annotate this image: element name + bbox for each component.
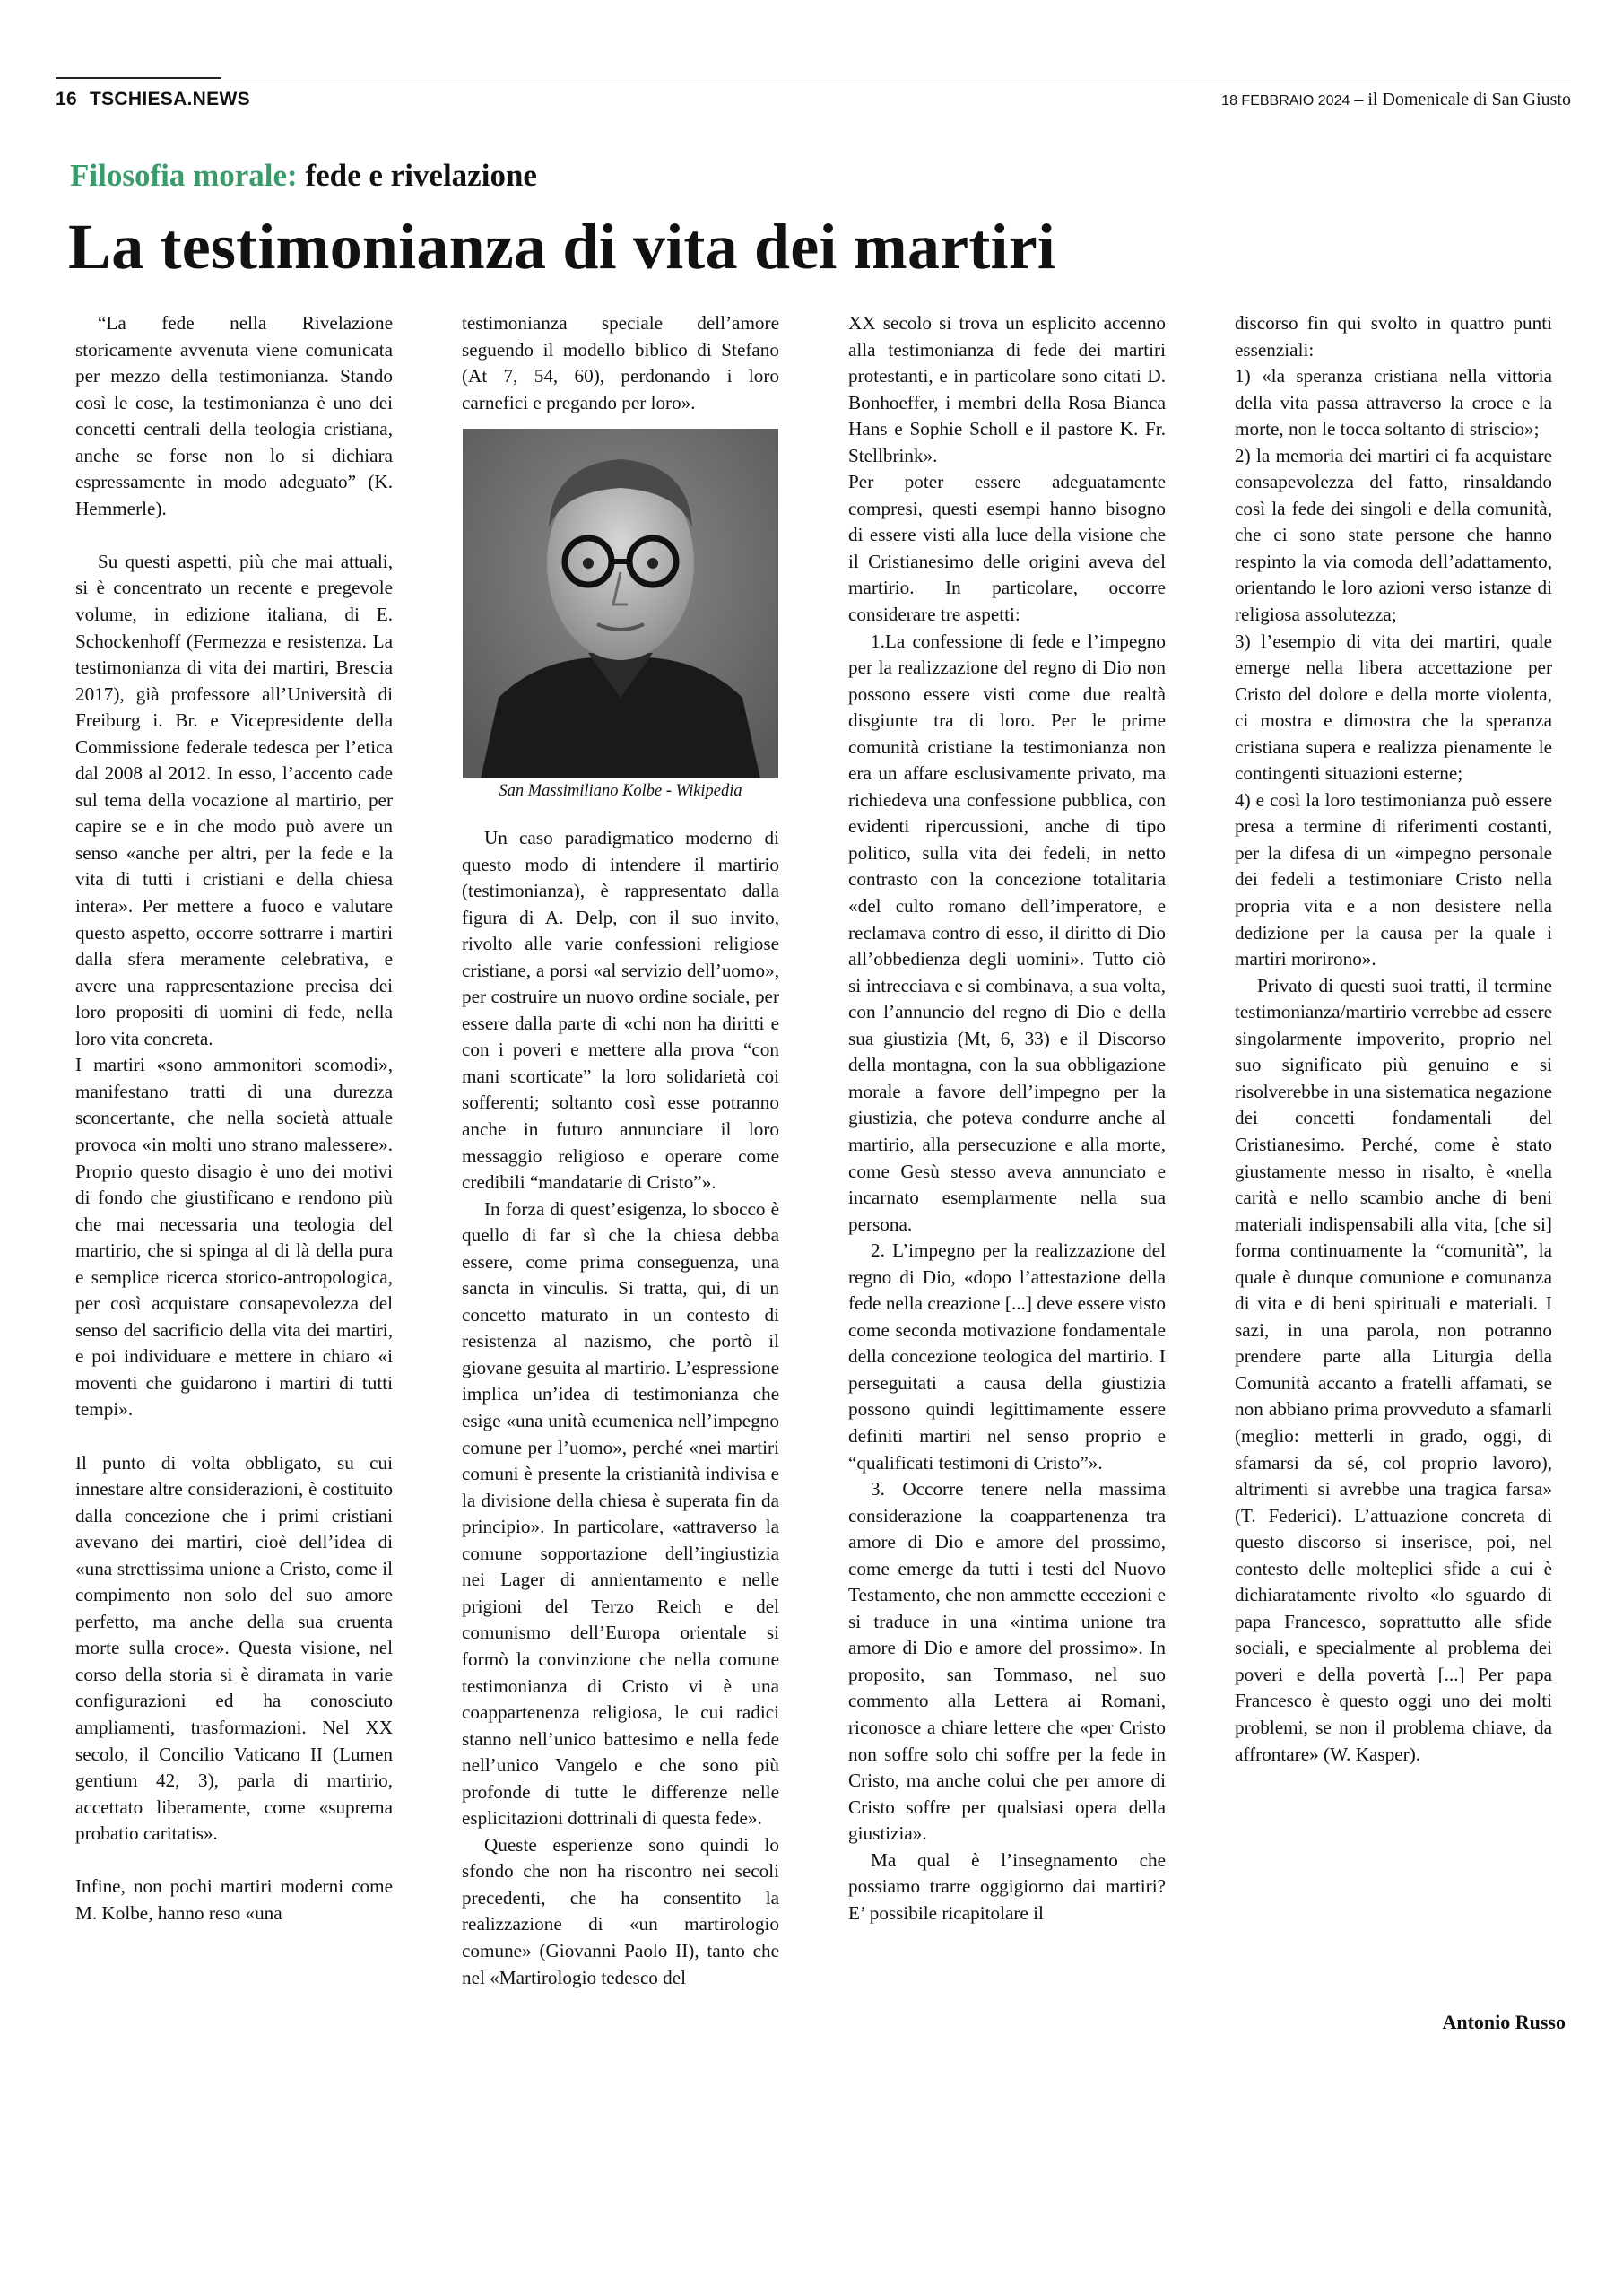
header-left	[56, 89, 250, 110]
paragraph: Un caso paradigmatico moderno di questo modo di intendere il martirio (testimonianza), è rappresentato dalla figura di A. Delp, con il suo invito, rivolto alle varie confessioni religiose cristiane, a porsi «al servizio dell’uomo», per costruire un nuovo ordine sociale, per essere dalla parte di «chi non ha diritti e con i poveri e mettere alla prova “con mani scorticate” la loro solidarietà coi sofferenti; soltanto così esse potranno anche in futuro annunciare il loro messaggio religioso e operare come credibili “mandatarie di Cristo”».	[462, 827, 779, 1194]
paragraph: 1.La confessione di fede e l’impegno per la realizzazione del regno di Dio non possono essere visti come due realtà disgiunte tra di loro. Per le prime comunità cristiane la testimonianza non era un affare esclusivamente privato, ma richiedeva una confessione pubblica, con evidenti ripercussioni, anche di tipo politico, sulla vita dei fedeli, in netto contrasto con la concezione totalitaria «del culto romano dell’imperatore, e reclamava contro di esso, il diritto di Dio all’obbedienza degli uomini». Tutto ciò si intrecciava e si combinava, a sua volta, con l’annuncio del regno di Dio e della sua giustizia (Mt, 6, 33) e il Discorso della montagna, con la sua obbligazione morale a favore dell’impegno per la giustizia, che poteva condurre anche al martirio, alla persecuzione e alla morte, come Gesù stesso aveva annunciato e incarnato esemplarmente nella sua persona.	[848, 630, 1166, 1235]
paragraph: “La fede nella Rivelazione storicamente avvenuta viene comunicata per mezzo della testimonianza. Stando così le cose, la testimonianza è uno dei concetti centrali della teologia cristiana, anche se forse non lo si dichiara espressamente in modo adeguato” (K. Hemmerle).	[75, 312, 393, 519]
paragraph: 3. Occorre tenere nella massima considerazione la coappartenenza tra amore di Dio e amore del prossimo, come emerge da tutti i testi del Nuovo Testamento, che non ammette eccezioni e si traduce in una «intima unione tra amore di Dio e amore del prossimo». In proposito, san Tommaso, nel suo commento alla Lettera ai Romani, riconosce a chiare lettere che «per Cristo non soffre solo chi soffre per la fede in Cristo, ma anche colui che per amore di Cristo soffre per qualsiasi opera della giustizia».	[848, 1478, 1166, 1845]
paragraph: 1) «la speranza cristiana nella vittoria della vita passa attraverso la croce e la morte, non le tocca soltanto di striscio»;	[1235, 365, 1552, 440]
kicker-topic: fede e rivelazione	[305, 158, 537, 193]
paragraph: Il punto di volta obbligato, su cui innestare altre considerazioni, è costituito dalla concezione che i primi cristiani avevano dei martiri, cioè dell’idea di «una strettissima unione a Cristo, come il compimento non solo del suo amore perfetto, ma anche della sua cruenta morte sulla croce». Questa visione, nel corso della storia si è diramata in varie configurazioni ed ha conosciuto ampliamenti, trasformazioni. Nel XX secolo, il Concilio Vaticano II (Lumen gentium 42, 3), parla di martirio, accettato liberamente, come «suprema probatio caritatis».	[75, 1451, 393, 1845]
paragraph: Queste esperienze sono quindi lo sfondo che non ha riscontro nei secoli precedenti, che ha consentito la realizzazione di «un martirologio comune» (Giovanni Paolo II), tanto che nel «Martirologio tedesco del	[462, 1833, 779, 1988]
article-column-3	[848, 310, 1166, 1926]
portrait-illustration	[463, 429, 778, 778]
header-right	[1221, 90, 1571, 110]
paragraph: Privato di questi suoi tratti, il termine testimonianza/martirio verrebbe ad essere singolarmente impoverito, proprio nel suo significato più genuino e si risolverebbe in una sistematica negazione dei concetti fondamentali del Cristianesimo. Perché, come è stato giustamente messo in risalto, è «nella carità e nello scambio anche di beni materiali indispensabili alla vita, [che si] forma continuamente la “comunità”, la quale è dunque comunione e comunanza di vita e di beni spirituali e materiali. I sazi, in una parola, non potranno prendere parte alla Liturgia della Comunità accanto a fratelli affamati, se non abbiano prima provveduto a sfamarli (meglio: metterli in grado, oggi, di sfamarsi da sé, col proprio lavoro), altrimenti si avrebbe una tragica farsa» (T. Federici). L’attuazione concreta di questo discorso si inserisce, poi, nel contesto delle molteplici sfide a cui è dichiaratamente rivolto «lo sguardo di papa Francesco, soprattutto alle sfide sociali, e specialmente al problema dei poveri e della povertà [...] Per papa Francesco è questo oggi uno dei molti problemi, se non il problema chiave, da affrontare» (W. Kasper).	[1235, 974, 1552, 1765]
issue-date: 18 FEBBRAIO 2024	[1221, 92, 1350, 109]
paragraph: Infine, non pochi martiri moderni come M. Kolbe, hanno reso «una	[75, 1875, 393, 1924]
header-accent-line	[56, 77, 221, 79]
page-number: 16	[56, 89, 77, 109]
paragraph: testimonianza speciale dell’amore seguendo il modello biblico di Stefano (At 7, 54, 60), perdonando i loro carnefici e pregando per loro».	[462, 312, 779, 413]
author-signature: Antonio Russo	[1442, 2011, 1566, 2033]
photo-caption: San Massimiliano Kolbe - Wikipedia	[499, 782, 742, 800]
paragraph: 3) l’esempio di vita dei martiri, quale emerge nella libera accettazione per Cristo del dolore e della morte violenta, ci mostra e dimostra che la speranza cristiana supera e realizza pienamente le contingenti situazioni esterne;	[1235, 630, 1552, 785]
paragraph: In forza di quest’esigenza, lo sbocco è quello di far sì che la chiesa debba essere, come prima conseguenza, una sancta in vinculis. Si tratta, qui, di un concetto maturato in un contesto di resistenza al nazismo, che portò il giovane gesuita al martirio. L’espressione implica un’idea di testimonianza che esige «una unità ecumenica nell’impegno comune per l’uomo», perché «nei martiri comuni è presente la cristianità indivisa e la divisione della chiesa è superata fin da principio». In particolare, «attraverso la comune sopportazione dell’ingiustizia nei Lager di annientamento e nelle prigioni del Terzo Reich e del comunismo dell’Europa orientale si formò la convinzione che nella comune testimonianza di Cristo vi è una coappartenenza religiosa, le cui radici stanno nell’unico battesimo e nella fede nell’unico Vangelo e che sono più profonde di tutte le differenze nelle esplicitazioni dottrinali di questa fede».	[462, 1197, 779, 1830]
article-column-1	[75, 310, 393, 1926]
kicker-section: Filosofia morale:	[70, 158, 298, 193]
paragraph: Ma qual è l’insegnamento che possiamo trarre oggigiorno dai martiri? E’ possibile ricapitolare il	[848, 1848, 1166, 1924]
article-kicker	[70, 158, 537, 194]
paragraph: discorso fin qui svolto in quattro punti essenziali:	[1235, 312, 1552, 361]
article-column-2	[462, 825, 779, 1991]
article-column-2-top	[462, 310, 779, 416]
paragraph: 2) la memoria dei martiri ci fa acquistare consapevolezza del fatto, rinsaldando così la fede dei singoli e della comunità, che ci sono state persone che hanno respinto la via comoda dell’adattamento, orientando le loro azioni verso istanze di religiosa assolutezza;	[1235, 444, 1552, 626]
paragraph: XX secolo si trova un esplicito accenno alla testimonianza di fede dei martiri protestanti, e in particolare sono citati D. Bonhoeffer, i membri della Rosa Bianca Hans e Sophie Scholl e il pastore K. Fr. Stellbrink».	[848, 312, 1166, 466]
paragraph: Per poter essere adeguatamente compresi, questi esempi hanno bisogno di essere visti alla luce della visione che il Cristianesimo delle origini aveva del martirio. In particolare, occorre considerare tre aspetti:	[848, 471, 1166, 626]
portrait-photo	[463, 429, 778, 778]
paragraph: 4) e così la loro testimonianza può essere presa a termine di riferimenti costanti, per la difesa di un «impegno personale dei fedeli a testimoniare Cristo nella propria vita e a non desistere nella dedizione per la causa per la quale i martiri morirono».	[1235, 788, 1552, 970]
paragraph: 2. L’impegno per la realizzazione del regno di Dio, «dopo l’attestazione della fede nella creazione [...] deve essere visto come seconda motivazione fondamentale della concezione teologica del martirio. I perseguitati a causa della giustizia possono quindi legittimamente essere definiti martiri nel senso proprio e “qualificati testimoni di Cristo”».	[848, 1239, 1166, 1474]
article-column-4	[1235, 310, 1552, 1768]
paragraph: Su questi aspetti, più che mai attuali, si è concentrato un recente e pregevole volume, in edizione italiana, di E. Schockenhoff (Fermezza e resistenza. La testimonianza di vita dei martiri, Brescia 2017), già professore all’Università di Freiburg i. Br. e Vicepresidente della Commissione federale tedesca per l’etica dal 2008 al 2012. In esso, l’accento cade sul tema della vocazione al martirio, per capire se e in che modo può avere un senso «anche per altri, per la fede e la vita di tutti i cristiani e della chiesa intera». Per mettere a fuoco e valutare questo aspetto, occorre sottrarre i martiri dalla sfera meramente celebrativa, e avere una rappresentazione precisa dei loro propositi di uomini di fede, nella loro vita concreta.	[75, 550, 393, 1049]
publication-name: – il Domenicale di San Giusto	[1354, 89, 1571, 109]
page-header	[56, 86, 1571, 113]
site-name: TSCHIESA.NEWS	[89, 89, 250, 109]
article-title: La testimonianza di vita dei martiri	[68, 211, 1056, 283]
paragraph: I martiri «sono ammonitori scomodi», manifestano tratti di una durezza sconcertante, che nella società attuale provoca «in molti uno strano malessere». Proprio questo disagio è uno dei motivi di fondo che giustificano e rendono più che mai necessaria una teologia del martirio, che si spinga al di là della pura e semplice ricerca storico-antropologica, per così acquistare consapevolezza del senso del sacrificio della vita dei martiri, e poi individuare e mettere in chiaro «i moventi che guidarono i martiri di tutti tempi».	[75, 1054, 393, 1421]
